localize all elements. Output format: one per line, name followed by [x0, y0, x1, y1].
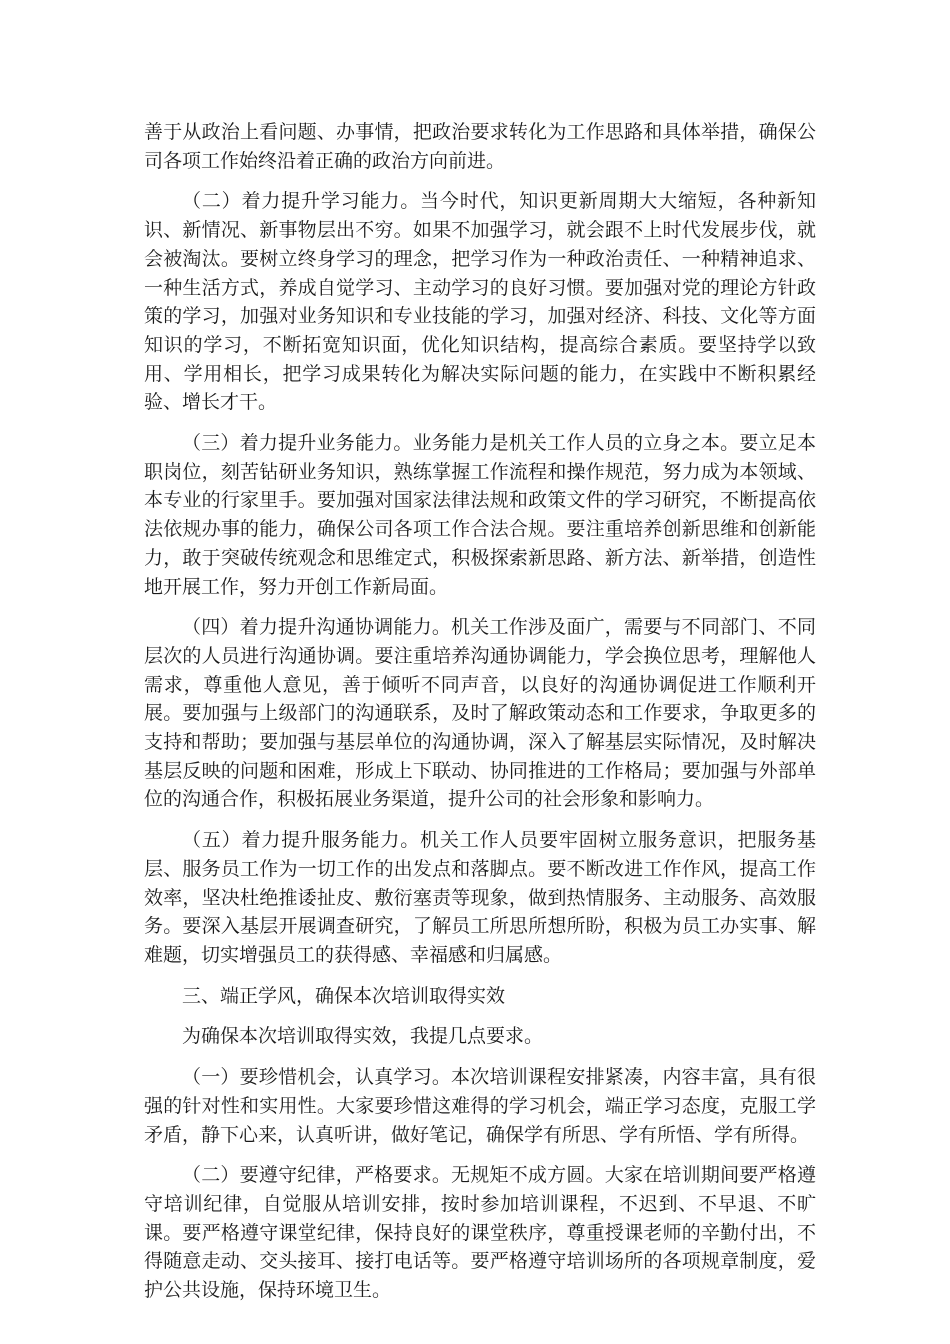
section-heading: 三、端正学风，确保本次培训取得实效 [182, 984, 506, 1007]
paragraph-business-ability: （三）着力提升业务能力。业务能力是机关工作人员的立身之本。要立足本职岗位，刻苦钻研业务知识，熟练掌握工作流程和操作规范，努力成为本领域、本专业的行家里手。要加强对国家法律法规和政策文件的学习研究，不断提高依法依规办事的能力，确保公司各项工作合法合规。要注重培养创新思维和创新能力，敢于突破传统观念和思维定式，积极探索新思路、新方法、新举措，创造性地开展工作，努力开创工作新局面。 [144, 432, 816, 598]
paragraph-intro-requirements: 为确保本次培训取得实效，我提几点要求。 [182, 1025, 544, 1048]
paragraph-service-ability: （五）着力提升服务能力。机关工作人员要牢固树立服务意识，把服务基层、服务员工作为一切工作的出发点和落脚点。要不断改进工作作风，提高工作效率，坚决杜绝推诿扯皮、敷衍塞责等现象，做到热情服务、主动服务、高效服务。要深入基层开展调查研究，了解员工所思所想所盼，积极为员工办实事、解难题，切实增强员工的获得感、幸福感和归属感。 [144, 829, 816, 966]
paragraph-learning-ability: （二）着力提升学习能力。当今时代，知识更新周期大大缩短，各种新知识、新情况、新事物层出不穷。如果不加强学习，就会跟不上时代发展步伐，就会被淘汰。要树立终身学习的理念，把学习作为一种政治责任、一种精神追求、一种生活方式，养成自觉学习、主动学习的良好习惯。要加强对党的理论方针政策的学习，加强对业务知识和专业技能的学习，加强对经济、科技、文化等方面知识的学习，不断拓宽知识面，优化知识结构，提高综合素质。要坚持学以致用、学用相长，把学习成果转化为解决实际问题的能力，在实践中不断积累经验、增长才干。 [144, 190, 816, 414]
document-page [144, 118, 816, 1317]
paragraph-continuation: 善于从政治上看问题、办事情，把政治要求转化为工作思路和具体举措，确保公司各项工作始终沿着正确的政治方向前进。 [144, 121, 816, 172]
paragraph-communication-ability: （四）着力提升沟通协调能力。机关工作涉及面广，需要与不同部门、不同层次的人员进行沟通协调。要注重培养沟通协调能力，学会换位思考，理解他人需求，尊重他人意见，善于倾听不同声音，以良好的沟通协调促进工作顺利开展。要加强与上级部门的沟通联系，及时了解政策动态和工作要求，争取更多的支持和帮助；要加强与基层单位的沟通协调，深入了解基层实际情况，及时解决基层反映的问题和困难，形成上下联动、协同推进的工作格局；要加强与外部单位的沟通合作，积极拓展业务渠道，提升公司的社会形象和影响力。 [144, 616, 816, 811]
paragraph-cherish-opportunity: （一）要珍惜机会，认真学习。本次培训课程安排紧凑，内容丰富，具有很强的针对性和实用性。大家要珍惜这难得的学习机会，端正学习态度，克服工学矛盾，静下心来，认真听讲，做好笔记，确保学有所思、学有所悟、学有所得。 [144, 1066, 816, 1146]
paragraph-obey-discipline: （二）要遵守纪律，严格要求。无规矩不成方圆。大家在培训期间要严格遵守培训纪律，自觉服从培训安排，按时参加培训课程，不迟到、不早退、不旷课。要严格遵守课堂纪律，保持良好的课堂秩序，尊重授课老师的辛勤付出，不得随意走动、交头接耳、接打电话等。要严格遵守培训场所的各项规章制度，爱护公共设施，保持环境卫生。 [144, 1164, 816, 1302]
